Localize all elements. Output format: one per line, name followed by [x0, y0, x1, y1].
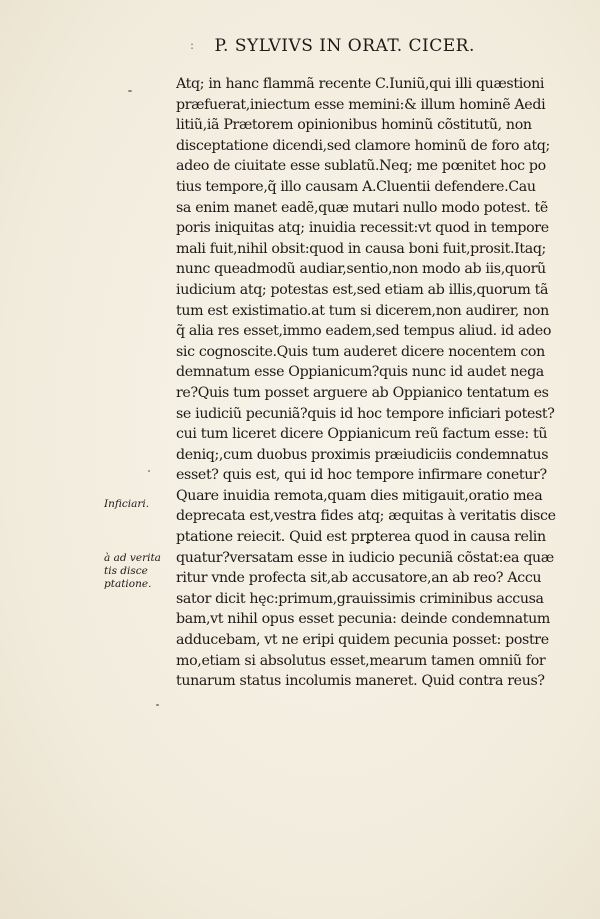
marginal-note-line: Inficiari. [104, 498, 150, 510]
text-line: litiũ,iã Prætorem opinionibus hominũ cõstitutũ, non [176, 117, 532, 134]
text-line: nunc queadmodũ audiar,sentio,non modo ab iis,quorũ [176, 261, 546, 278]
running-head-mark: : [190, 38, 195, 52]
text-line: Quare inuidia remota,quam dies mitigauit,oratio mea [176, 487, 543, 504]
text-line: tum est existimatio.at tum si dicerem,non audirer, non [176, 302, 549, 319]
paper-speck [128, 90, 132, 92]
marginal-note-line: à ad verita [104, 552, 161, 564]
text-line: sator dicit hęc:primum,grauissimis criminibus accusa [176, 590, 544, 607]
text-line: deniq;,cum duobus proximis præiudiciis condemnatus [176, 446, 549, 463]
text-line: iudicium atq; potestas est,sed etiam ab illis,quorum tã [176, 281, 549, 298]
text-line: cui tum liceret dicere Oppianicum reũ factum esse: tũ [176, 426, 548, 443]
text-line: mali fuit,nihil obsit:quod in causa boni fuit,prosit.Itaq; [176, 240, 546, 257]
text-line: quatur?versatam esse in iudicio pecuniã cõstat:ea quæ [176, 549, 554, 566]
marginal-note-line: ptatione. [104, 578, 152, 590]
text-line: tius tempore,q̃ illo causam A.Cluentii defendere.Cau [176, 178, 536, 195]
text-line: præfuerat,iniectum esse memini:& illum hominẽ Aedi [176, 96, 546, 113]
text-line: demnatum esse Oppianicum?quis nunc id audet nega [176, 364, 544, 381]
paper-speck [156, 704, 159, 706]
running-head-title: P. SYLVIVS IN ORAT. CICER. [214, 36, 475, 56]
running-head [190, 36, 570, 56]
body-text [176, 74, 594, 692]
text-line: ptatione reiecit. Quid est prꝑterea quod in causa relin [176, 529, 546, 546]
text-line: sic cognoscite.Quis tum auderet dicere nocentem con [176, 343, 545, 360]
text-line: bam,vt nihil opus esset pecunia: deinde condemnatum [176, 611, 550, 628]
text-line: se iudiciũ pecuniã?quis id hoc tempore inficiari potest? [176, 405, 555, 422]
text-line: deprecata est,vestra fides atq; æquitas à veritatis disce [176, 508, 556, 525]
text-line: poris iniquitas atq; inuidia recessit:vt quod in tempore [176, 220, 549, 237]
text-line: q̃ alia res esset,immo eadem,sed tempus aliud. id adeo [176, 323, 552, 340]
marginal-note-veritatis [104, 552, 172, 591]
text-line: ritur vnde profecta sit,ab accusatore,an ab reo? Accu [176, 570, 542, 587]
marginal-note-line: tis disce [104, 565, 148, 577]
text-line: Atq; in hanc flammã recente C.Iuniũ,qui illi quæstioni [176, 76, 545, 92]
text-line: re?Quis tum posset arguere ab Oppianico tentatum es [176, 384, 549, 401]
paper-speck [148, 470, 150, 472]
text-line: sa enim manet eadẽ,quæ mutari nullo modo potest. tẽ [176, 199, 548, 216]
text-line: adeo de ciuitate esse sublatũ.Neq; me pœnitet hoc po [176, 158, 546, 175]
text-line: mo,etiam si absolutus esset,mearum tamen omniũ for [176, 652, 546, 669]
text-line: esset? quis est, qui id hoc tempore infirmare conetur? [176, 467, 547, 484]
text-line: adducebam, vt ne eripi quidem pecunia posset: postre [176, 632, 549, 649]
marginal-note-inficiari [104, 498, 172, 511]
text-line: disceptatione dicendi,sed clamore hominũ de foro atq; [176, 137, 550, 154]
text-line: tunarum status incolumis maneret. Quid contra reus? [176, 673, 545, 690]
